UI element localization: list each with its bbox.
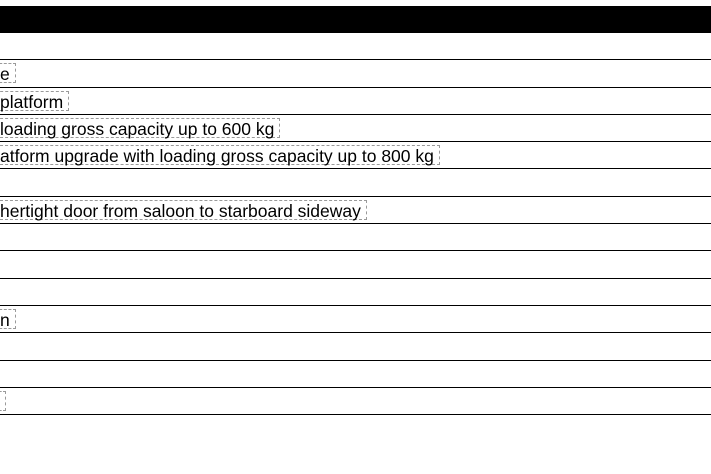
row-text: hertight door from saloon to starboard sideway bbox=[0, 200, 367, 220]
row-text bbox=[0, 391, 6, 411]
table-row bbox=[0, 169, 711, 196]
table-row bbox=[0, 361, 711, 388]
table-row bbox=[0, 115, 711, 142]
row-text: platform bbox=[0, 91, 69, 111]
table-row bbox=[0, 224, 711, 251]
row-text: loading gross capacity up to 600 kg bbox=[0, 118, 280, 138]
row-text: n bbox=[0, 309, 16, 329]
table-row bbox=[0, 197, 711, 224]
table-row bbox=[0, 60, 711, 87]
table-row bbox=[0, 88, 711, 115]
table-row bbox=[0, 33, 711, 60]
row-text: e bbox=[0, 63, 16, 83]
option-table bbox=[0, 33, 711, 415]
table-row bbox=[0, 251, 711, 278]
table-row bbox=[0, 388, 711, 415]
table-row bbox=[0, 333, 711, 360]
table-row bbox=[0, 306, 711, 333]
row-text: atform upgrade with loading gross capacity up to 800 kg bbox=[0, 145, 440, 165]
table-header-bar bbox=[0, 6, 711, 33]
table-row bbox=[0, 142, 711, 169]
table-row bbox=[0, 279, 711, 306]
